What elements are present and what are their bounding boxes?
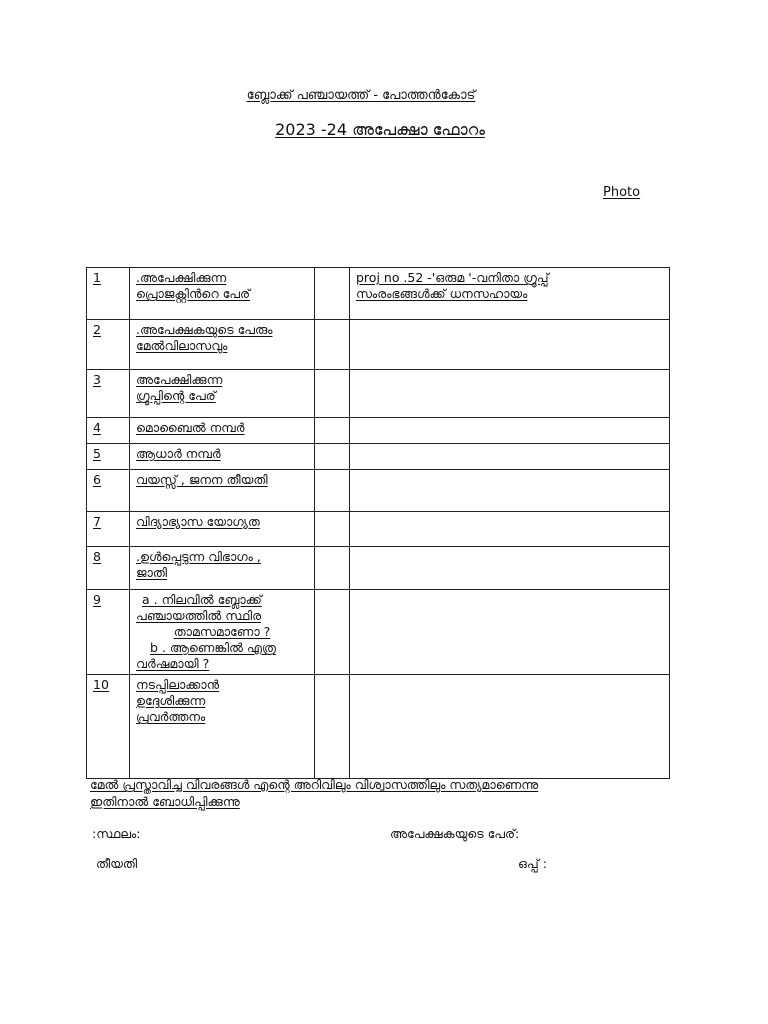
blank-cell[interactable] [315, 590, 350, 675]
blank-cell[interactable] [315, 320, 350, 370]
office-title: ബ്ലോക്ക് പഞ്ചായത്ത് - പോത്തൻകോട് [246, 88, 476, 103]
form-title: 2023 -24 അപേക്ഷാ ഫോറം [275, 120, 485, 139]
table-row [87, 512, 670, 547]
value-cell[interactable] [350, 444, 670, 470]
blank-cell[interactable] [315, 470, 350, 512]
row-number: 6 [93, 472, 101, 487]
blank-cell[interactable] [315, 418, 350, 444]
row-label: മേൽവിലാസവും [136, 338, 228, 353]
row-label: മൊബൈൽ നമ്പർ [136, 420, 245, 435]
value-cell[interactable] [350, 320, 670, 370]
row-label: ഗ്രൂപ്പിന്റെ പേര് [136, 388, 216, 403]
row-label: അപേക്ഷിക്കുന്ന [136, 372, 223, 387]
row-number: 1 [93, 270, 101, 285]
declaration [90, 776, 670, 810]
row-value: സംരംഭങ്ങൾക്ക് ധനസഹായം [356, 286, 528, 301]
table-row [87, 444, 670, 470]
row-label: a . നിലവിൽ ബ്ലോക്ക് [142, 592, 262, 607]
row-label: ജാതി [136, 565, 167, 580]
blank-cell[interactable] [315, 547, 350, 590]
value-cell[interactable] [350, 370, 670, 418]
row-number: 8 [93, 549, 101, 564]
signature-label: ഒപ്പ് : [518, 856, 547, 871]
row-label: b . ആണെങ്കിൽ എത്ര [150, 640, 276, 655]
row-number: 2 [93, 322, 101, 337]
row-label: ആധാർ നമ്പർ [136, 446, 221, 461]
application-form-table [86, 267, 670, 779]
table-row [87, 590, 670, 675]
row-number: 10 [93, 677, 109, 692]
table-row [87, 418, 670, 444]
row-label: .അപേക്ഷകയുടെ പേരും [136, 322, 273, 337]
table-row [87, 675, 670, 779]
row-label: .അപേക്ഷിക്കുന്ന [136, 270, 227, 285]
row-label: ഉദ്ദേശിക്കുന്ന [136, 693, 206, 708]
table-row [87, 268, 670, 320]
row-number: 3 [93, 372, 101, 387]
declaration-line: മേൽ പ്രസ്താവിച്ച വിവരങ്ങൾ എന്റെ അറിവിലും വിശ്വാസത്തിലും സത്യമാണെന്നു [90, 777, 539, 792]
table-row [87, 470, 670, 512]
row-label: പ്രൊജക്റ്റിൻറെ പേര് [136, 286, 251, 301]
table-row [87, 370, 670, 418]
row-number: 9 [93, 592, 101, 607]
value-cell[interactable] [350, 590, 670, 675]
date-label: തീയതി [96, 856, 138, 871]
blank-cell[interactable] [315, 444, 350, 470]
value-cell[interactable] [350, 675, 670, 779]
row-label: താമസമാണോ ? [173, 624, 271, 639]
value-cell[interactable] [350, 547, 670, 590]
value-cell[interactable] [350, 470, 670, 512]
blank-cell[interactable] [315, 675, 350, 779]
blank-cell[interactable] [315, 512, 350, 547]
table-row [87, 547, 670, 590]
row-label: വയസ്സ് , ജനന തീയതി [136, 472, 268, 487]
value-cell[interactable] [350, 418, 670, 444]
row-number: 5 [93, 446, 101, 461]
table-row [87, 320, 670, 370]
row-number: 4 [93, 420, 101, 435]
row-label: വിദ്യാഭ്യാസ യോഗ്യത [136, 514, 260, 529]
row-label: പ്രവർത്തനം [136, 709, 206, 724]
row-label: .ഉൾപ്പെടുന്ന വിഭാഗം , [136, 549, 261, 564]
blank-cell[interactable] [315, 370, 350, 418]
row-label: വർഷമായി ? [136, 656, 210, 671]
row-number: 7 [93, 514, 101, 529]
photo-label: Photo [603, 185, 641, 200]
row-value: proj no .52 -'ഒരുമ '-വനിതാ ഗ്രൂപ്പ് [356, 270, 549, 285]
applicant-name-label: അപേക്ഷകയുടെ പേര്: [390, 826, 520, 841]
row-label: പഞ്ചായത്തിൽ സ്ഥിര [136, 608, 262, 623]
blank-cell[interactable] [315, 268, 350, 320]
row-label: നടപ്പിലാക്കാൻ [136, 677, 220, 692]
place-label: :സ്ഥലം: [92, 826, 141, 841]
value-cell[interactable] [350, 512, 670, 547]
declaration-line: ഇതിനാൽ ബോധിപ്പിക്കുന്നു [90, 794, 240, 809]
